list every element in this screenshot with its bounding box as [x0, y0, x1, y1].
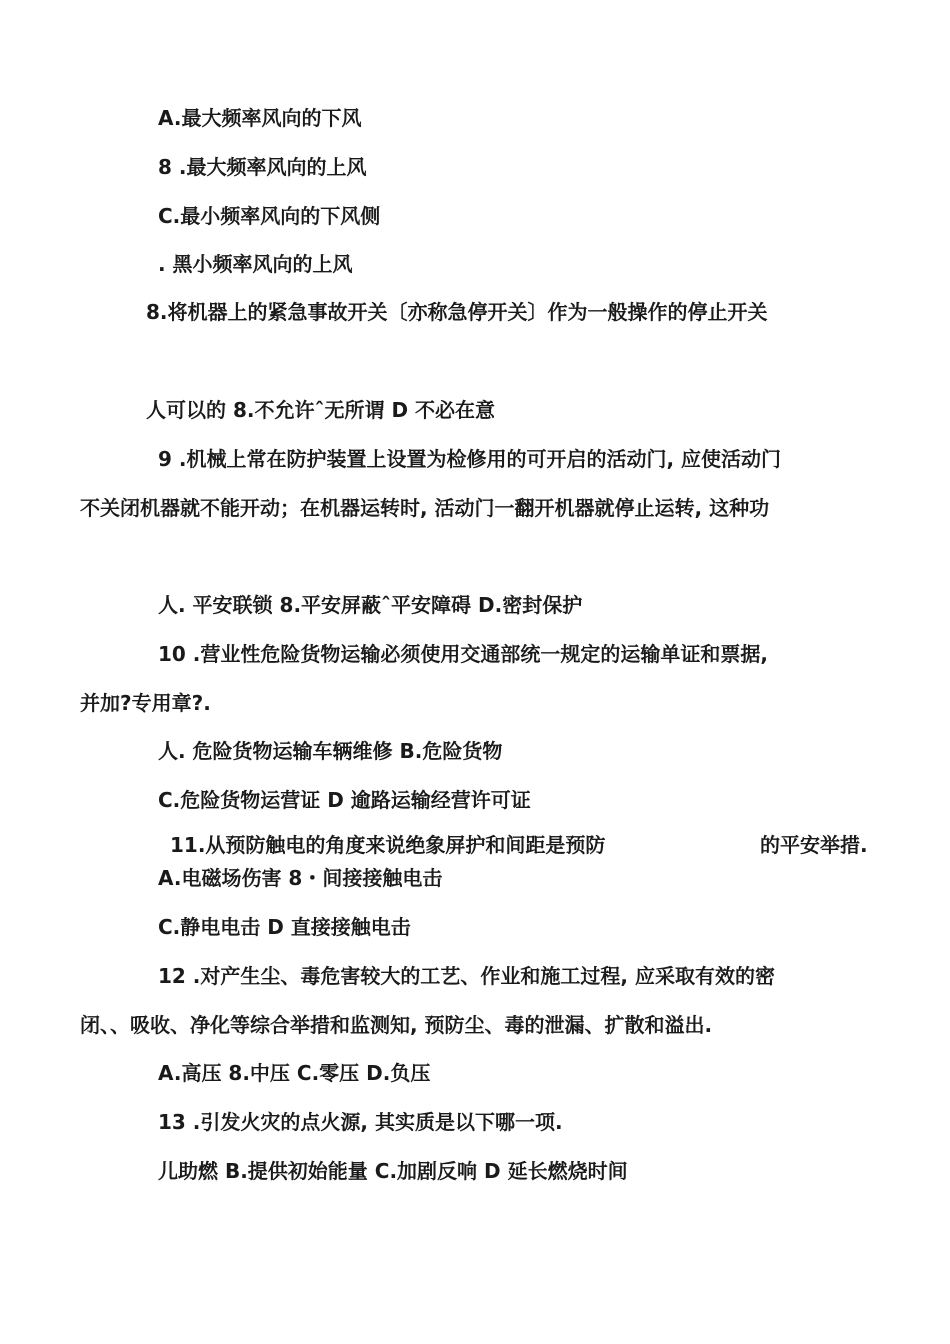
- question-11-line: 11.从预防触电的角度来说绝象屏护和间距是预防: [170, 833, 606, 857]
- question-11-line-end: 的平安举措.: [760, 833, 868, 857]
- question-10-options-ab: 人. 危险货物运输车辆维修 B.危险货物: [158, 739, 503, 763]
- question-13-line: 13 .引发火灾的点火源, 其实质是以下哪一项.: [158, 1110, 563, 1134]
- question-9-line-2: 不关闭机器就不能开动；在机器运转时, 活动门一翻开机器就停止运转, 这种功: [80, 496, 770, 520]
- question-8-options: 人可以的 8.不允许ˆ无所谓 D 不必在意: [146, 398, 496, 422]
- question-12-line-1: 12 .对产生尘、毒危害较大的工艺、作业和施工过程, 应采取有效的密: [158, 964, 775, 988]
- option-d-line: . 黑小频率风向的上风: [158, 252, 353, 276]
- question-13-options: 儿助燃 B.提供初始能量 C.加剧反响 D 延长燃烧时间: [158, 1159, 628, 1183]
- question-9-line-1: 9 .机械上常在防护装置上设置为检修用的可开启的活动门, 应使活动门: [158, 447, 782, 471]
- option-a-line: A.最大频率风向的下风: [158, 106, 362, 130]
- option-b-line: 8 .最大频率风向的上风: [158, 155, 367, 179]
- question-11-options-ab: A.电磁场伤害 8・间接接触电击: [158, 866, 443, 890]
- question-12-options: A.高压 8.中压 C.零压 D.负压: [158, 1061, 431, 1085]
- question-10-line-1: 10 .营业性危险货物运输必须使用交通部统一规定的运输单证和票据,: [158, 642, 768, 666]
- option-c-line: C.最小频率风向的下风侧: [158, 204, 381, 228]
- question-8-line: 8.将机器上的紧急事故开关〔亦称急停开关〕作为一般操作的停止开关: [146, 300, 768, 324]
- question-12-line-2: 闭、、吸收、净化等综合举措和监测知, 预防尘、毒的泄漏、扩散和溢出.: [80, 1013, 713, 1037]
- question-11-options-cd: C.静电电击 D 直接接触电击: [158, 915, 411, 939]
- question-9-options: 人. 平安联锁 8.平安屏蔽ˆ平安障碍 D.密封保护: [158, 593, 583, 617]
- question-10-options-cd: C.危险货物运营证 D 逾路运输经营许可证: [158, 788, 531, 812]
- question-10-line-2: 并加?专用章?.: [80, 691, 211, 715]
